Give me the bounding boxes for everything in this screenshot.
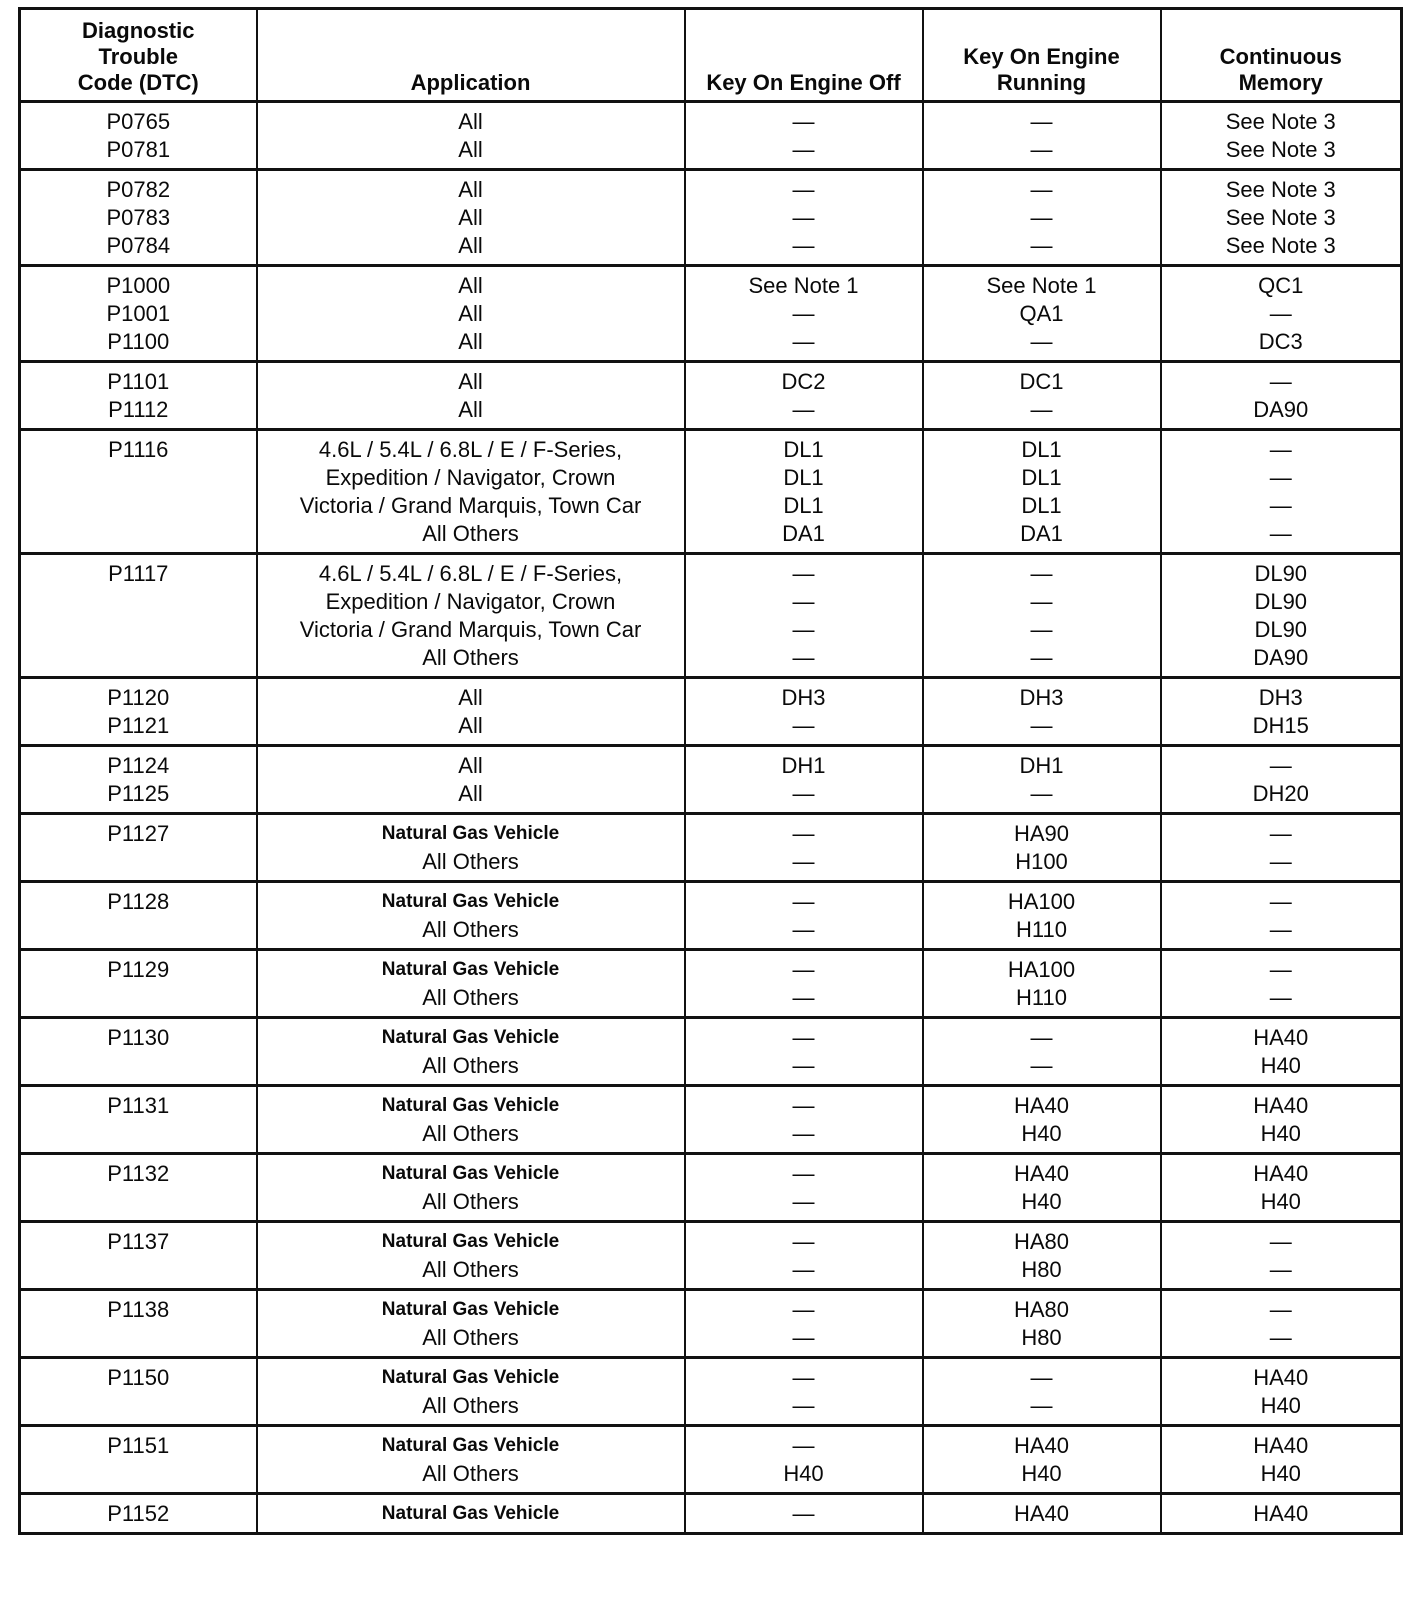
cell-application: All Others <box>257 1188 685 1222</box>
cell-memory: DL90 <box>1161 554 1402 589</box>
cell-dtc: P1127 <box>20 814 257 849</box>
cell-koeo: DH3 <box>685 678 923 713</box>
cell-koeo: DC2 <box>685 362 923 397</box>
cell-koer: DL1 <box>923 464 1161 492</box>
cell-memory: H40 <box>1161 1460 1402 1494</box>
cell-application: Natural Gas Vehicle <box>257 1086 685 1121</box>
cell-koer: See Note 1 <box>923 266 1161 301</box>
cell-application: All <box>257 266 685 301</box>
cell-application: All Others <box>257 984 685 1018</box>
cell-koer: — <box>923 1018 1161 1053</box>
cell-application: Natural Gas Vehicle <box>257 882 685 917</box>
cell-koer: DH1 <box>923 746 1161 781</box>
table-row <box>20 1222 1402 1257</box>
cell-memory: — <box>1161 1256 1402 1290</box>
table-row <box>20 1256 1402 1290</box>
cell-application: All Others <box>257 1392 685 1426</box>
cell-memory: H40 <box>1161 1188 1402 1222</box>
cell-koer: HA100 <box>923 950 1161 985</box>
table-row <box>20 1018 1402 1053</box>
table-row <box>20 1358 1402 1393</box>
cell-koer: — <box>923 232 1161 266</box>
cell-dtc <box>20 1256 257 1290</box>
cell-koeo: — <box>685 1494 923 1534</box>
cell-koer: DL1 <box>923 430 1161 465</box>
cell-koer: H100 <box>923 848 1161 882</box>
cell-koeo: — <box>685 984 923 1018</box>
cell-application: All <box>257 136 685 170</box>
cell-koer: HA90 <box>923 814 1161 849</box>
header-koer: Key On Engine Running <box>923 9 1161 102</box>
cell-koer: — <box>923 712 1161 746</box>
cell-koer: HA100 <box>923 882 1161 917</box>
cell-memory: — <box>1161 916 1402 950</box>
cell-application: All <box>257 712 685 746</box>
cell-koeo: — <box>685 1256 923 1290</box>
cell-koer: — <box>923 644 1161 678</box>
table-row <box>20 588 1402 616</box>
cell-memory: DA90 <box>1161 396 1402 430</box>
cell-application: Natural Gas Vehicle <box>257 1426 685 1461</box>
cell-dtc: P0765 <box>20 102 257 137</box>
cell-koer: DC1 <box>923 362 1161 397</box>
cell-koeo: — <box>685 1086 923 1121</box>
cell-memory: — <box>1161 746 1402 781</box>
cell-memory: See Note 3 <box>1161 232 1402 266</box>
table-row <box>20 644 1402 678</box>
cell-application: Natural Gas Vehicle <box>257 1018 685 1053</box>
cell-application: All <box>257 396 685 430</box>
cell-dtc: P1000 <box>20 266 257 301</box>
cell-dtc: P1120 <box>20 678 257 713</box>
cell-memory: DH15 <box>1161 712 1402 746</box>
cell-application: All Others <box>257 644 685 678</box>
cell-dtc: P1138 <box>20 1290 257 1325</box>
table-row <box>20 746 1402 781</box>
cell-application: Natural Gas Vehicle <box>257 1358 685 1393</box>
cell-koeo: — <box>685 1154 923 1189</box>
cell-application: All Others <box>257 1052 685 1086</box>
cell-memory: DH3 <box>1161 678 1402 713</box>
cell-memory: DA90 <box>1161 644 1402 678</box>
cell-dtc: P0783 <box>20 204 257 232</box>
cell-application: All <box>257 780 685 814</box>
cell-dtc: P0782 <box>20 170 257 205</box>
dtc-table <box>18 7 1403 1535</box>
cell-memory: H40 <box>1161 1120 1402 1154</box>
table-row <box>20 430 1402 465</box>
cell-dtc: P1152 <box>20 1494 257 1534</box>
cell-koer: H80 <box>923 1324 1161 1358</box>
cell-application: All <box>257 746 685 781</box>
cell-memory: H40 <box>1161 1392 1402 1426</box>
table-row <box>20 1086 1402 1121</box>
dtc-document <box>18 7 1400 1535</box>
cell-application: Victoria / Grand Marquis, Town Car <box>257 492 685 520</box>
cell-dtc: P1150 <box>20 1358 257 1393</box>
cell-koeo: — <box>685 916 923 950</box>
cell-memory: — <box>1161 492 1402 520</box>
cell-dtc <box>20 1120 257 1154</box>
cell-memory: DC3 <box>1161 328 1402 362</box>
table-row <box>20 554 1402 589</box>
cell-memory: HA40 <box>1161 1494 1402 1534</box>
header-row <box>20 9 1402 102</box>
cell-dtc: P1001 <box>20 300 257 328</box>
cell-application: Natural Gas Vehicle <box>257 814 685 849</box>
cell-memory: HA40 <box>1161 1154 1402 1189</box>
table-row <box>20 1188 1402 1222</box>
cell-memory: HA40 <box>1161 1426 1402 1461</box>
cell-koeo: — <box>685 644 923 678</box>
cell-koer: — <box>923 204 1161 232</box>
cell-dtc: P1117 <box>20 554 257 589</box>
cell-koeo: — <box>685 1052 923 1086</box>
cell-dtc <box>20 492 257 520</box>
cell-koer: HA40 <box>923 1154 1161 1189</box>
cell-koer: H40 <box>923 1460 1161 1494</box>
cell-memory: See Note 3 <box>1161 136 1402 170</box>
cell-memory: — <box>1161 1222 1402 1257</box>
cell-dtc <box>20 1188 257 1222</box>
table-row <box>20 300 1402 328</box>
cell-koer: H110 <box>923 916 1161 950</box>
cell-memory: DL90 <box>1161 616 1402 644</box>
table-row <box>20 464 1402 492</box>
cell-memory: — <box>1161 1324 1402 1358</box>
cell-koeo: — <box>685 328 923 362</box>
cell-dtc <box>20 464 257 492</box>
cell-koeo: — <box>685 1358 923 1393</box>
cell-application: Natural Gas Vehicle <box>257 950 685 985</box>
cell-application: All <box>257 204 685 232</box>
cell-koeo: — <box>685 1222 923 1257</box>
table-row <box>20 916 1402 950</box>
cell-koeo: DL1 <box>685 492 923 520</box>
table-row <box>20 136 1402 170</box>
cell-koeo: — <box>685 136 923 170</box>
cell-dtc: P1151 <box>20 1426 257 1461</box>
cell-application: All Others <box>257 1120 685 1154</box>
table-row <box>20 848 1402 882</box>
table-row <box>20 984 1402 1018</box>
cell-application: All Others <box>257 848 685 882</box>
table-row <box>20 170 1402 205</box>
table-row <box>20 1460 1402 1494</box>
cell-dtc <box>20 644 257 678</box>
cell-memory: See Note 3 <box>1161 170 1402 205</box>
cell-koer: — <box>923 554 1161 589</box>
cell-koeo: — <box>685 102 923 137</box>
cell-koer: — <box>923 588 1161 616</box>
cell-dtc <box>20 984 257 1018</box>
cell-application: All <box>257 170 685 205</box>
cell-memory: — <box>1161 848 1402 882</box>
cell-koeo: H40 <box>685 1460 923 1494</box>
cell-koeo: See Note 1 <box>685 266 923 301</box>
table-row <box>20 678 1402 713</box>
cell-memory: — <box>1161 882 1402 917</box>
cell-application: All <box>257 678 685 713</box>
cell-dtc: P1112 <box>20 396 257 430</box>
cell-koer: H80 <box>923 1256 1161 1290</box>
cell-dtc <box>20 848 257 882</box>
cell-koeo: DL1 <box>685 430 923 465</box>
cell-koer: — <box>923 328 1161 362</box>
dtc-table-body <box>20 102 1402 1534</box>
table-row <box>20 266 1402 301</box>
header-dtc: Diagnostic Trouble Code (DTC) <box>20 9 257 102</box>
cell-koer: QA1 <box>923 300 1161 328</box>
cell-dtc <box>20 588 257 616</box>
cell-koer: H110 <box>923 984 1161 1018</box>
cell-memory: — <box>1161 300 1402 328</box>
cell-memory: See Note 3 <box>1161 102 1402 137</box>
table-row <box>20 950 1402 985</box>
cell-memory: HA40 <box>1161 1018 1402 1053</box>
cell-koeo: — <box>685 1324 923 1358</box>
table-row <box>20 814 1402 849</box>
cell-application: All <box>257 232 685 266</box>
cell-koeo: — <box>685 396 923 430</box>
cell-koeo: — <box>685 814 923 849</box>
cell-application: All Others <box>257 1256 685 1290</box>
header-application: Application <box>257 9 685 102</box>
cell-application: Expedition / Navigator, Crown <box>257 588 685 616</box>
cell-dtc: P1131 <box>20 1086 257 1121</box>
cell-dtc: P0784 <box>20 232 257 266</box>
table-row <box>20 882 1402 917</box>
cell-dtc: P1137 <box>20 1222 257 1257</box>
cell-koeo: — <box>685 204 923 232</box>
table-row <box>20 616 1402 644</box>
cell-application: Natural Gas Vehicle <box>257 1222 685 1257</box>
cell-application: All <box>257 102 685 137</box>
cell-koeo: — <box>685 616 923 644</box>
cell-koer: — <box>923 170 1161 205</box>
table-row <box>20 1052 1402 1086</box>
table-row <box>20 1120 1402 1154</box>
cell-memory: — <box>1161 1290 1402 1325</box>
cell-application: All Others <box>257 1324 685 1358</box>
cell-koeo: — <box>685 1392 923 1426</box>
cell-dtc: P1100 <box>20 328 257 362</box>
cell-application: All Others <box>257 916 685 950</box>
cell-dtc: P1132 <box>20 1154 257 1189</box>
cell-application: 4.6L / 5.4L / 6.8L / E / F-Series, <box>257 554 685 589</box>
cell-koeo: — <box>685 300 923 328</box>
cell-koeo: — <box>685 780 923 814</box>
cell-application: All <box>257 328 685 362</box>
cell-koer: — <box>923 1052 1161 1086</box>
cell-application: Natural Gas Vehicle <box>257 1290 685 1325</box>
cell-memory: QC1 <box>1161 266 1402 301</box>
cell-application: All Others <box>257 1460 685 1494</box>
cell-dtc: P0781 <box>20 136 257 170</box>
cell-koeo: — <box>685 1426 923 1461</box>
cell-memory: HA40 <box>1161 1358 1402 1393</box>
cell-koer: HA40 <box>923 1494 1161 1534</box>
cell-koeo: — <box>685 712 923 746</box>
table-row <box>20 232 1402 266</box>
header-memory: Continuous Memory <box>1161 9 1402 102</box>
table-row <box>20 492 1402 520</box>
table-row <box>20 712 1402 746</box>
table-row <box>20 1494 1402 1534</box>
cell-koer: — <box>923 1392 1161 1426</box>
table-row <box>20 1154 1402 1189</box>
cell-application: Natural Gas Vehicle <box>257 1154 685 1189</box>
cell-dtc: P1130 <box>20 1018 257 1053</box>
cell-koer: — <box>923 136 1161 170</box>
cell-koeo: — <box>685 1018 923 1053</box>
cell-dtc: P1129 <box>20 950 257 985</box>
cell-dtc: P1121 <box>20 712 257 746</box>
cell-koeo: — <box>685 170 923 205</box>
cell-memory: DL90 <box>1161 588 1402 616</box>
cell-dtc: P1101 <box>20 362 257 397</box>
cell-koer: HA40 <box>923 1086 1161 1121</box>
table-row <box>20 1290 1402 1325</box>
cell-koer: DL1 <box>923 492 1161 520</box>
cell-koer: — <box>923 396 1161 430</box>
cell-koer: — <box>923 102 1161 137</box>
cell-koeo: — <box>685 950 923 985</box>
cell-dtc <box>20 1460 257 1494</box>
cell-memory: — <box>1161 950 1402 985</box>
cell-koer: H40 <box>923 1188 1161 1222</box>
cell-application: All <box>257 300 685 328</box>
cell-koer: H40 <box>923 1120 1161 1154</box>
cell-koeo: — <box>685 1188 923 1222</box>
cell-dtc <box>20 616 257 644</box>
cell-memory: — <box>1161 362 1402 397</box>
cell-koer: — <box>923 1358 1161 1393</box>
cell-dtc: P1125 <box>20 780 257 814</box>
table-row <box>20 780 1402 814</box>
cell-memory: — <box>1161 430 1402 465</box>
cell-dtc <box>20 1392 257 1426</box>
header-koeo: Key On Engine Off <box>685 9 923 102</box>
cell-memory: H40 <box>1161 1052 1402 1086</box>
table-row <box>20 1324 1402 1358</box>
cell-koeo: — <box>685 232 923 266</box>
table-row <box>20 1426 1402 1461</box>
cell-dtc: P1124 <box>20 746 257 781</box>
cell-memory: — <box>1161 984 1402 1018</box>
table-row <box>20 362 1402 397</box>
cell-memory: See Note 3 <box>1161 204 1402 232</box>
cell-application: All <box>257 362 685 397</box>
cell-koeo: DL1 <box>685 464 923 492</box>
cell-koer: DH3 <box>923 678 1161 713</box>
cell-memory: — <box>1161 814 1402 849</box>
cell-memory: DH20 <box>1161 780 1402 814</box>
cell-dtc <box>20 520 257 554</box>
table-row <box>20 1392 1402 1426</box>
cell-koer: HA40 <box>923 1426 1161 1461</box>
cell-memory: — <box>1161 520 1402 554</box>
table-row <box>20 396 1402 430</box>
cell-koer: — <box>923 616 1161 644</box>
table-row <box>20 204 1402 232</box>
cell-koer: DA1 <box>923 520 1161 554</box>
cell-koeo: — <box>685 588 923 616</box>
cell-application: All Others <box>257 520 685 554</box>
cell-koer: HA80 <box>923 1290 1161 1325</box>
table-row <box>20 328 1402 362</box>
cell-dtc <box>20 916 257 950</box>
cell-koeo: — <box>685 882 923 917</box>
cell-memory: — <box>1161 464 1402 492</box>
cell-memory: HA40 <box>1161 1086 1402 1121</box>
cell-dtc: P1128 <box>20 882 257 917</box>
table-row <box>20 102 1402 137</box>
cell-koeo: — <box>685 1290 923 1325</box>
cell-dtc <box>20 1324 257 1358</box>
cell-dtc: P1116 <box>20 430 257 465</box>
cell-koer: HA80 <box>923 1222 1161 1257</box>
cell-koeo: — <box>685 554 923 589</box>
table-row <box>20 520 1402 554</box>
cell-koeo: — <box>685 1120 923 1154</box>
cell-koeo: DH1 <box>685 746 923 781</box>
cell-application: Expedition / Navigator, Crown <box>257 464 685 492</box>
cell-dtc <box>20 1052 257 1086</box>
cell-application: Victoria / Grand Marquis, Town Car <box>257 616 685 644</box>
cell-application: 4.6L / 5.4L / 6.8L / E / F-Series, <box>257 430 685 465</box>
cell-application: Natural Gas Vehicle <box>257 1494 685 1534</box>
cell-koeo: DA1 <box>685 520 923 554</box>
cell-koeo: — <box>685 848 923 882</box>
cell-koer: — <box>923 780 1161 814</box>
